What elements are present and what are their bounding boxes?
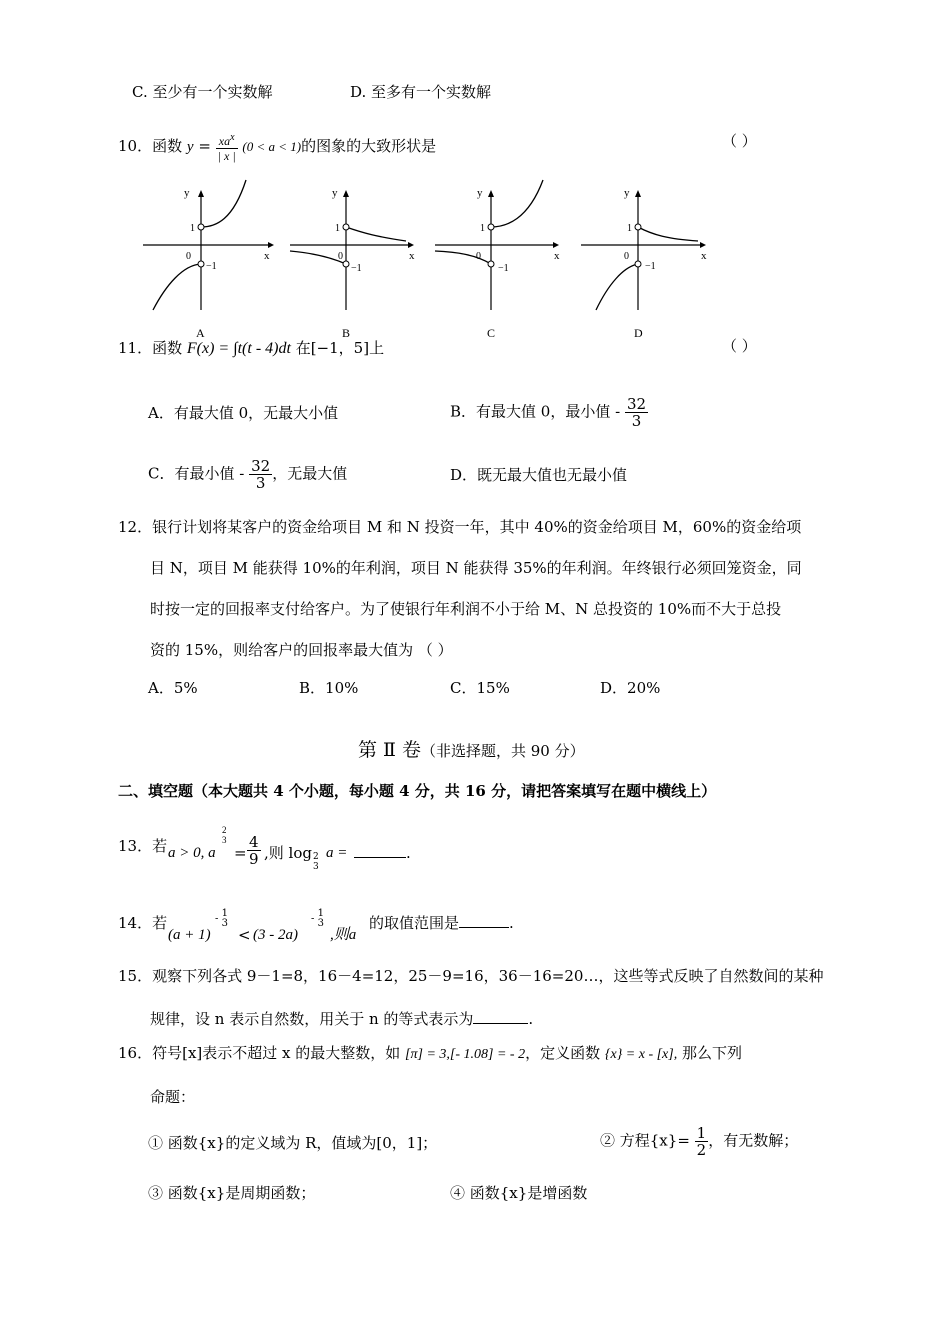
q13-fraction-den: 9: [249, 850, 259, 868]
graph-d-zero: 0: [624, 251, 629, 262]
q15-line-2: [150, 1009, 533, 1029]
q10-post: 的图象的大致形状是: [301, 137, 437, 155]
q14-number-text: 14．: [118, 914, 153, 932]
q14-rhs-exp-den: 3: [317, 918, 324, 929]
graph-a-minus-one: −1: [206, 261, 217, 272]
q9-option-d: D. 至多有一个实数解: [350, 83, 492, 101]
q16-definition: {x} = x - [x],: [604, 1047, 678, 1062]
q11-post: 在[−1，5]上: [295, 339, 385, 357]
q11-option-c-fraction: [249, 458, 272, 491]
graph-c-curve-left: [435, 251, 491, 264]
q11-answer-paren: （ ）: [722, 337, 757, 355]
q11-option-c-text: C．有最小值 -: [148, 464, 245, 483]
q14-rhs-exp-num: 1: [317, 908, 324, 919]
q13-log-base-num: 2: [313, 852, 319, 862]
graph-d-y-label: y: [624, 187, 630, 199]
q16-proposition-2-den: 2: [696, 1141, 707, 1159]
q15-line-1-text: 观察下列各式 9－1=8，16－4=12，25－9=16，36－16=20…，这些等式反映了自然数间的某种: [152, 967, 824, 985]
q10-answer-paren: （ ）: [722, 132, 757, 150]
graph-a: [143, 180, 274, 340]
q10-pre: 函数: [152, 137, 183, 155]
graph-a-open-point-top: [198, 224, 204, 230]
q13-log-base-den: 3: [313, 862, 319, 872]
q11-option-b-num: 32: [626, 395, 647, 413]
q16-proposition-2-num: 1: [696, 1124, 707, 1142]
q10-eq: =: [198, 137, 211, 155]
graph-b-label: B: [342, 326, 351, 340]
graph-c-zero: 0: [476, 251, 481, 262]
q13-tail: a =: [326, 845, 348, 861]
q13-number: [118, 836, 167, 856]
graph-c-label: C: [487, 326, 496, 340]
q15-line-1: [118, 966, 823, 986]
graph-b-zero: 0: [338, 251, 343, 262]
graph-a-curve-left: [153, 264, 201, 310]
q15-end: .: [528, 1010, 534, 1028]
graph-a-x-label: x: [264, 250, 270, 262]
q16-line-2: 命题：: [150, 1088, 196, 1106]
q14-lhs-exp-den: 3: [221, 918, 228, 929]
q14-lhs-exp-num: 1: [221, 908, 228, 919]
q14-pre: 若: [152, 914, 168, 932]
q12-line-2: 目 N，项目 M 能获得 10%的年利润，项目 N 能获得 35%的年利润。年终银行必须回笼资金，同: [150, 559, 802, 577]
q16-line-1: [118, 1043, 742, 1065]
q14-less-than: <: [238, 926, 251, 944]
graph-a-open-point-bottom: [198, 261, 204, 267]
q14-lhs-exp-sign: -: [215, 913, 219, 925]
q12-option-d: D．20%: [600, 679, 661, 697]
q11-option-d: D．既无最大值也无最小值: [450, 466, 628, 484]
section-title-sub: （非选择题，共 90 分）: [421, 742, 585, 760]
q16-proposition-4: ④ 函数{x}是增函数: [450, 1184, 588, 1202]
q16-line-1-a: 符号[x]表示不超过 x 的最大整数，如: [152, 1044, 401, 1062]
q13-number-text: 13．: [118, 837, 153, 855]
graph-b-minus-one: −1: [351, 263, 362, 274]
q13-fraction-num: 4: [249, 833, 259, 851]
q14-end: .: [509, 914, 514, 932]
q16-proposition-1: ① 函数{x}的定义域为 R，值域为[0，1]；: [148, 1134, 438, 1152]
q14-rhs: (3 - 2a): [253, 927, 298, 943]
graph-c: [435, 180, 560, 340]
graph-d-open-point-top: [635, 224, 641, 230]
q13-blank-line: [354, 843, 411, 863]
q13-pre: 若: [152, 837, 168, 855]
q9-option-c: C. 至少有一个实数解: [132, 83, 273, 101]
graph-d: [581, 187, 707, 340]
q14-number: [118, 913, 167, 933]
graph-d-one: 1: [627, 223, 632, 234]
graph-a-y-label: y: [184, 187, 190, 199]
q16-proposition-3: ③ 函数{x}是周期函数；: [148, 1184, 316, 1202]
graph-d-curve-left: [596, 264, 638, 310]
q12-option-b: B．10%: [299, 679, 359, 697]
section-title: [358, 738, 585, 763]
graph-d-label: D: [634, 326, 643, 340]
q10-graphs: [138, 175, 728, 345]
q12-line-1-text: 银行计划将某客户的资金给项目 M 和 N 投资一年，其中 40%的资金给项目 M，60%的资金给项: [152, 518, 802, 536]
graph-c-minus-one: −1: [498, 263, 509, 274]
q13-exponent-den: 3: [222, 835, 227, 845]
graph-b-x-arrow: [408, 242, 414, 248]
graph-c-x-label: x: [554, 250, 560, 262]
graph-b-y-arrow: [343, 190, 349, 197]
q13-equals: =: [234, 844, 247, 862]
graph-c-y-label: y: [477, 187, 483, 199]
q13-fraction: [247, 834, 261, 867]
q13-end: .: [406, 844, 411, 862]
graph-b-open-point-top: [343, 224, 349, 230]
q10-fraction: [216, 131, 238, 163]
q11-option-b-fraction: [625, 396, 648, 429]
graph-c-y-arrow: [488, 190, 494, 197]
q10-y: y: [186, 139, 194, 155]
q16-proposition-2-post: ，有无数解；: [708, 1131, 799, 1150]
q11-option-b-text: B．有最大值 0，最小值 -: [450, 402, 621, 421]
q14-rhs-exponent: [311, 909, 324, 929]
q11-option-b-den: 3: [631, 412, 642, 430]
q14-lhs-exponent: [215, 909, 228, 929]
graph-a-label: A: [196, 326, 205, 340]
graph-c-curve-right: [491, 180, 543, 227]
q15-line-2-text: 规律，设 n 表示自然数，用关于 n 的等式表示为: [150, 1010, 474, 1028]
q16-line-1-b: ，定义函数: [525, 1044, 601, 1062]
q10-fnum: xa: [218, 134, 231, 148]
q13-log: ,则 log: [264, 844, 312, 862]
graph-c-open-point-bottom: [488, 261, 494, 267]
q11-option-c-post: ，无最大值: [272, 464, 348, 483]
graph-a-x-arrow: [268, 242, 274, 248]
graph-a-one: 1: [190, 223, 195, 234]
q12-option-c: C．15%: [450, 679, 510, 697]
graph-a-y-arrow: [198, 190, 204, 197]
q16-example: [π] = 3,[- 1.08] = - 2: [405, 1047, 526, 1062]
section-title-main: 第 Ⅱ 卷: [358, 739, 421, 761]
graph-c-one: 1: [480, 223, 485, 234]
graph-a-zero: 0: [186, 251, 191, 262]
q14-rhs-exp-sign: -: [311, 913, 315, 925]
q12-line-4: 资的 15%，则给客户的回报率最大值为 （ ）: [150, 641, 453, 659]
q13-exponent: [222, 825, 227, 845]
graph-d-x-label: x: [701, 250, 707, 262]
graph-b-one: 1: [335, 223, 340, 234]
q13-log-base: [313, 852, 319, 872]
q14-then: ,则a: [330, 927, 357, 943]
q10-condition: (0 < a < 1): [242, 139, 302, 154]
q16-number: 16．: [118, 1044, 153, 1062]
q11-pre: 函数: [152, 339, 183, 357]
q10-fden: | x |: [217, 149, 236, 163]
q12-line-3: 时按一定的回报率支付给客户。为了使银行年利润不小于给 M、N 总投资的 10%而不大于总投: [150, 600, 782, 618]
graph-b-open-point-bottom: [343, 261, 349, 267]
graph-c-open-point-top: [488, 224, 494, 230]
q12-line-1: [118, 517, 801, 537]
q11-option-c: [148, 458, 347, 491]
graph-b-curve-right: [346, 227, 406, 241]
graph-d-curve-right: [638, 227, 698, 241]
graph-b: [290, 187, 415, 340]
q11-option-b: [450, 396, 648, 429]
q15-number: 15．: [118, 967, 153, 985]
q11-option-a: A．有最大值 0，无最大小值: [148, 404, 339, 422]
graph-d-x-arrow: [700, 242, 706, 248]
q10-number: 10．: [118, 137, 153, 155]
graph-b-y-label: y: [332, 187, 338, 199]
q11-stem: [118, 338, 384, 359]
q11-option-c-num: 32: [251, 457, 271, 475]
q13-exponent-num: 2: [222, 825, 227, 835]
q12-number: 12．: [118, 518, 153, 536]
q14-post: [369, 913, 514, 933]
q14-lhs: (a + 1): [168, 927, 211, 943]
graph-d-minus-one: −1: [645, 261, 656, 272]
graph-b-x-label: x: [409, 250, 415, 262]
q13-condition: a > 0, a: [168, 845, 216, 861]
graph-a-curve-right: [201, 180, 246, 227]
graph-d-y-arrow: [635, 190, 641, 197]
part-two-heading: 二、填空题（本大题共 4 个小题，每小题 4 分，共 16 分，请把答案填写在题中横线上）: [118, 782, 717, 800]
graph-c-x-arrow: [553, 242, 559, 248]
graph-d-open-point-bottom: [635, 261, 641, 267]
q16-proposition-2-pre: ② 方程{x}=: [600, 1131, 690, 1150]
q12-option-a: A．5%: [148, 679, 198, 697]
q16-line-1-c: 那么下列: [682, 1044, 743, 1062]
q14-post-text: 的取值范围是: [369, 914, 460, 932]
q11-expression: F(x) = ∫t(t - 4)dt: [186, 340, 291, 357]
q11-option-c-den: 3: [255, 474, 266, 492]
q10-stem: [118, 131, 436, 163]
q11-number: 11．: [118, 339, 153, 357]
q10-fsup: x: [230, 132, 235, 143]
q16-proposition-2: [600, 1125, 798, 1158]
